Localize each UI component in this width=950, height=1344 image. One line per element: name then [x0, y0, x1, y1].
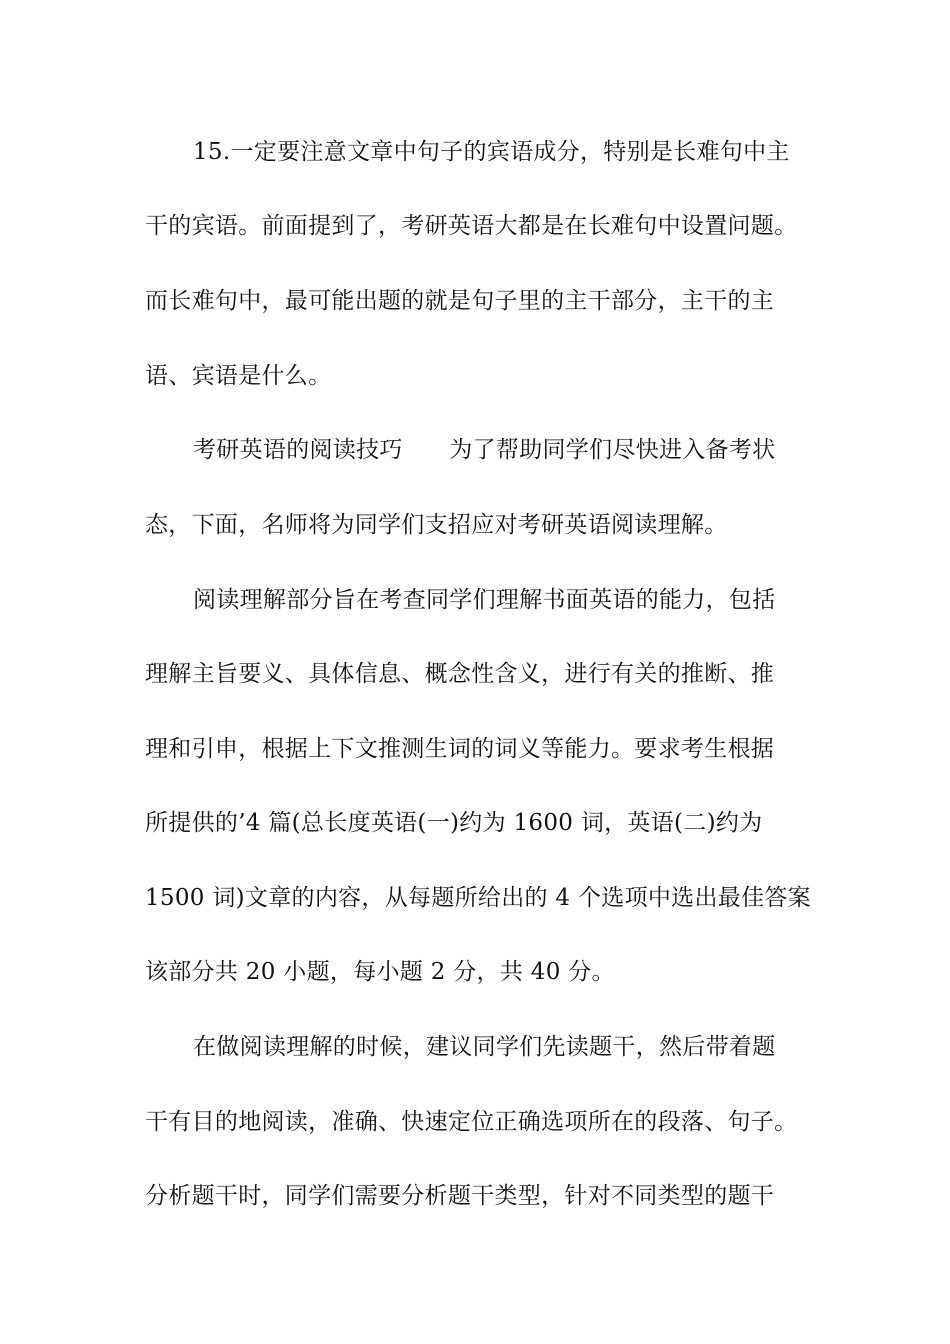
paragraph-2-line-2: 态，下面，名师将为同学们支招应对考研英语阅读理解。 [145, 512, 728, 538]
paragraph-3-line-3: 理和引申，根据上下文推测生词的词义等能力。要求考生根据 [145, 736, 775, 762]
paragraph-3-line-2: 理解主旨要义、具体信息、概念性含义，进行有关的推断、推 [145, 661, 775, 687]
paragraph-4-line-1: 在做阅读理解的时候，建议同学们先读题干，然后带着题 [193, 1034, 776, 1060]
paragraph-3-line-6: 该部分共 20 小题，每小题 2 分，共 40 分。 [145, 959, 615, 985]
paragraph-3-line-1: 阅读理解部分旨在考查同学们理解书面英语的能力，包括 [193, 587, 776, 613]
paragraph-1-line-2: 干的宾语。前面提到了，考研英语大都是在长难句中设置问题。 [145, 213, 798, 239]
paragraph-3-line-5: 1500 词)文章的内容，从每题所给出的 4 个选项中选出最佳答案 [145, 885, 811, 911]
paragraph-2-line-1: 考研英语的阅读技巧 为了帮助同学们尽快进入备考状 [193, 437, 776, 463]
paragraph-4-line-2: 干有目的地阅读，准确、快速定位正确选项所在的段落、句子。 [145, 1109, 798, 1135]
paragraph-3-line-4: 所提供的’4 篇(总长度英语(一)约为 1600 词，英语(二)约为 [145, 810, 763, 836]
paragraph-1-line-4: 语、宾语是什么。 [145, 363, 332, 389]
paragraph-1-line-1: 15.一定要注意文章中句子的宾语成分，特别是长难句中主 [193, 139, 790, 165]
paragraph-1-line-3: 而长难句中，最可能出题的就是句子里的主干部分，主干的主 [145, 288, 775, 314]
paragraph-4-line-3: 分析题干时，同学们需要分析题干类型，针对不同类型的题干 [145, 1183, 775, 1209]
